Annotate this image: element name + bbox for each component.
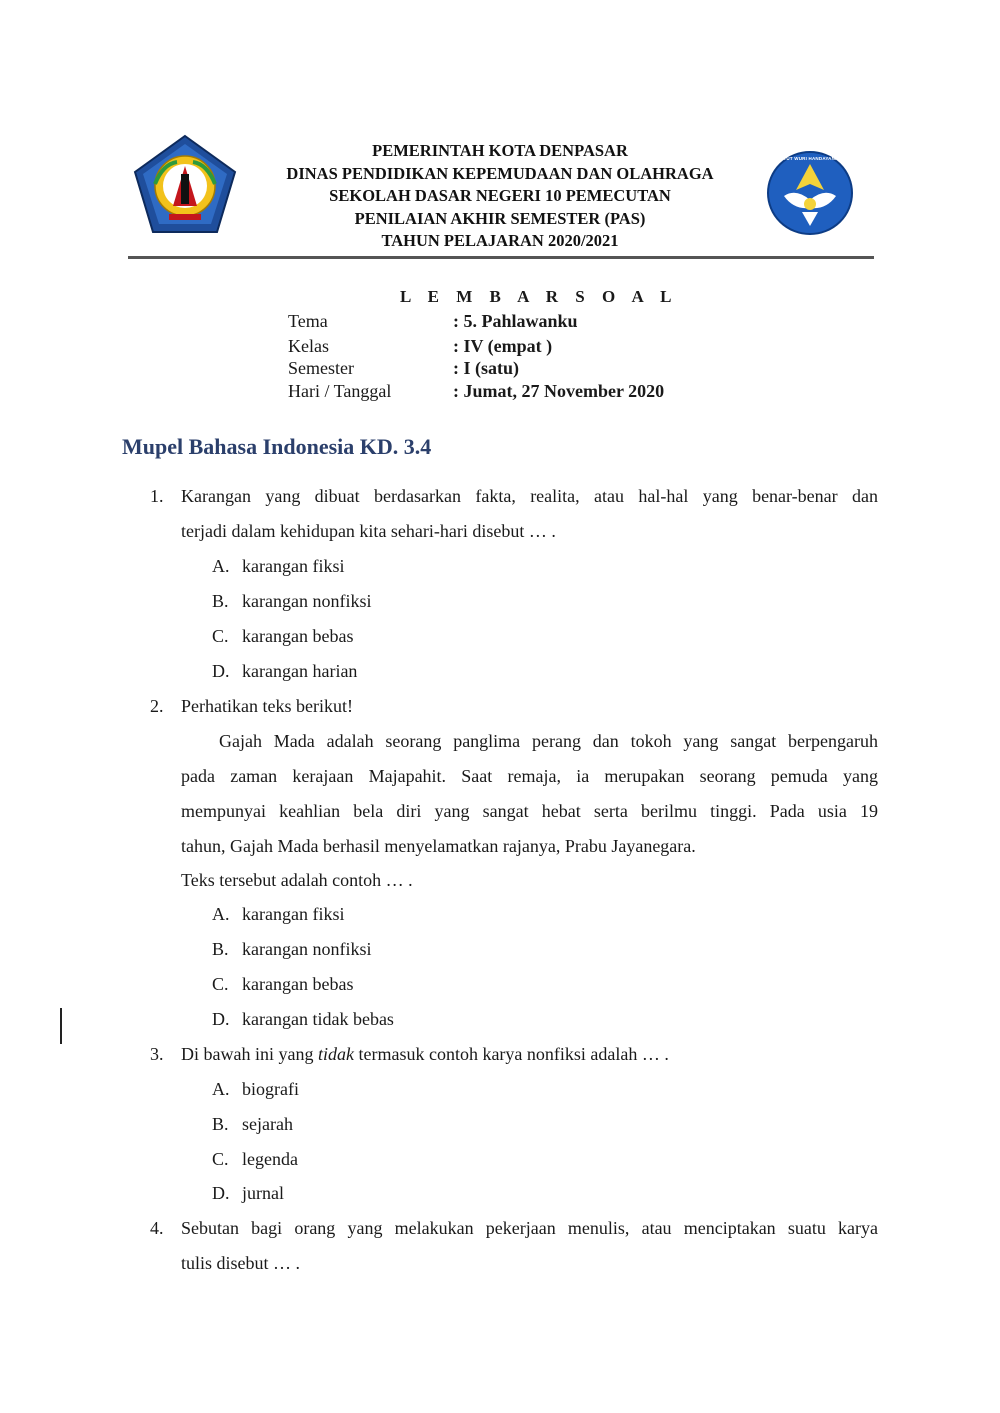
question-number: 1. xyxy=(150,486,164,506)
passage-line: tahun, Gajah Mada berhasil menyelamatkan rajanya, Prabu Jayanegara. xyxy=(181,836,696,856)
option-letter: C. xyxy=(212,1149,229,1169)
option-text: sejarah xyxy=(242,1114,293,1134)
answer-option xyxy=(212,1079,299,1100)
question-text: terjadi dalam kehidupan kita sehari-hari disebut … . xyxy=(181,521,556,541)
right-logo-text: TUT WURI HANDAYANI xyxy=(783,156,837,161)
sheet-title: L E M B A R S O A L xyxy=(400,287,678,306)
option-text: karangan bebas xyxy=(242,626,354,646)
answer-option xyxy=(212,1009,394,1030)
field-value-tema: : 5. Pahlawanku xyxy=(453,311,578,331)
subject-heading: Mupel Bahasa Indonesia KD. 3.4 xyxy=(122,434,432,459)
answer-option xyxy=(212,1114,293,1135)
question-prompt: Teks tersebut adalah contoh … . xyxy=(181,870,413,890)
question-text-part: Di bawah ini yang xyxy=(181,1044,318,1064)
letterhead-line: PENILAIAN AKHIR SEMESTER (PAS) xyxy=(354,208,646,228)
option-letter: A. xyxy=(212,1079,230,1099)
option-letter: A. xyxy=(212,556,230,576)
field-value-date: : Jumat, 27 November 2020 xyxy=(453,381,665,401)
text-cursor xyxy=(60,1008,62,1044)
answer-option xyxy=(212,1183,284,1204)
option-letter: B. xyxy=(212,591,229,611)
field-label-semester: Semester xyxy=(288,358,354,378)
denpasar-crest-logo xyxy=(133,134,237,234)
answer-option xyxy=(212,939,371,960)
option-letter: D. xyxy=(212,661,230,681)
letterhead-line: SEKOLAH DASAR NEGERI 10 PEMECUTAN xyxy=(329,186,671,205)
option-text: jurnal xyxy=(242,1183,284,1203)
option-text: karangan tidak bebas xyxy=(242,1009,394,1029)
option-letter: A. xyxy=(212,904,230,924)
option-letter: D. xyxy=(212,1009,230,1029)
field-label-kelas: Kelas xyxy=(288,336,329,356)
option-letter: D. xyxy=(212,1183,230,1203)
option-text: legenda xyxy=(242,1149,298,1169)
question-text-emphasis: tidak xyxy=(317,1044,354,1064)
option-text: karangan fiksi xyxy=(242,556,345,576)
field-label-date: Hari / Tanggal xyxy=(288,381,392,401)
option-letter: B. xyxy=(212,939,229,959)
question-text: Perhatikan teks berikut! xyxy=(181,696,353,716)
answer-option xyxy=(212,904,344,925)
letterhead-line: DINAS PENDIDIKAN KEPEMUDAAN DAN OLAHRAGA xyxy=(286,163,714,183)
question-number: 2. xyxy=(150,696,164,716)
passage-line: mempunyai keahlian bela diri yang sangat hebat serta berilmu tinggi. Pada usia 19 xyxy=(181,801,878,821)
answer-option xyxy=(212,556,344,577)
option-text: karangan harian xyxy=(242,661,358,681)
question-text: tulis disebut … . xyxy=(181,1253,301,1273)
passage-line: pada zaman kerajaan Majapahit. Saat remaja, ia merupakan seorang pemuda yang xyxy=(181,766,878,786)
question-text: Karangan yang dibuat berdasarkan fakta, realita, atau hal-hal yang benar-benar dan xyxy=(181,486,878,506)
question-number: 4. xyxy=(150,1218,164,1238)
field-value-kelas: : IV (empat ) xyxy=(453,336,553,356)
field-label-tema: Tema xyxy=(288,311,328,331)
question-text xyxy=(181,1044,669,1065)
answer-option xyxy=(212,591,371,612)
letterhead xyxy=(240,140,760,253)
question-text-part: termasuk contoh karya nonfiksi adalah … . xyxy=(353,1044,669,1064)
option-text: biografi xyxy=(242,1079,299,1099)
letterhead-divider xyxy=(128,256,874,259)
letterhead-line: TAHUN PELAJARAN 2020/2021 xyxy=(381,231,619,250)
question-number: 3. xyxy=(150,1044,164,1064)
option-text: karangan bebas xyxy=(242,974,354,994)
option-letter: C. xyxy=(212,626,229,646)
passage-line: Gajah Mada adalah seorang panglima perang dan tokoh yang sangat berpengaruh xyxy=(219,731,878,751)
answer-option xyxy=(212,974,353,995)
field-value-semester: : I (satu) xyxy=(453,358,519,378)
letterhead-line: PEMERINTAH KOTA DENPASAR xyxy=(372,141,628,160)
question-text: Sebutan bagi orang yang melakukan pekerjaan menulis, atau menciptakan suatu karya xyxy=(181,1218,878,1238)
option-letter: B. xyxy=(212,1114,229,1134)
answer-option xyxy=(212,1149,298,1170)
tut-wuri-handayani-logo xyxy=(766,150,854,236)
answer-option xyxy=(212,661,357,682)
option-letter: C. xyxy=(212,974,229,994)
option-text: karangan nonfiksi xyxy=(242,591,372,611)
answer-option xyxy=(212,626,353,647)
option-text: karangan fiksi xyxy=(242,904,345,924)
option-text: karangan nonfiksi xyxy=(242,939,372,959)
